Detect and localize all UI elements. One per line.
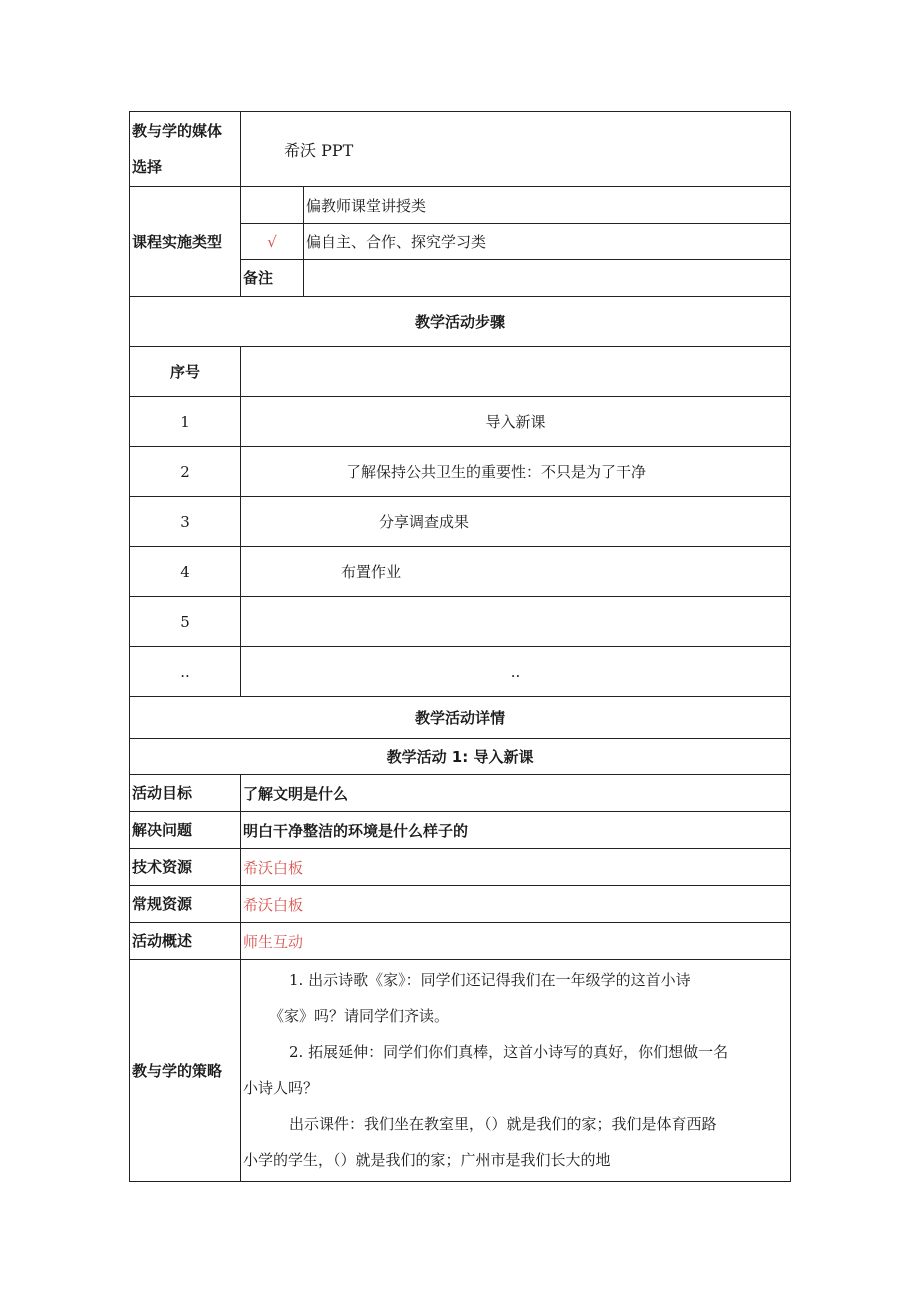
remark-value [304, 260, 791, 297]
tech-value: 希沃白板 [241, 849, 791, 886]
overview-value: 师生互动 [241, 923, 791, 960]
activity-title: 教学活动 1: 导入新课 [130, 739, 791, 775]
step-text: 分享调查成果 [241, 497, 791, 547]
check-mark-icon: √ [241, 224, 304, 260]
problem-value: 明白干净整洁的环境是什么样子的 [241, 812, 791, 849]
step-text: 导入新课 [241, 397, 791, 447]
step-text: .. [241, 647, 791, 697]
strategy-line: 《家》吗？请同学们齐读。 [269, 1007, 450, 1025]
regular-label: 常规资源 [130, 886, 241, 923]
steps-heading: 教学活动步骤 [130, 297, 791, 347]
step-text [241, 597, 791, 647]
step-no: 2 [130, 447, 241, 497]
strategy-line: 1. 出示诗歌《家》：同学们还记得我们在一年级学的这首小诗 [289, 971, 691, 989]
step-no: 1 [130, 397, 241, 447]
goal-label: 活动目标 [130, 775, 241, 812]
strategy-line: 小学的学生，（）就是我们的家；广州市是我们长大的地 [243, 1151, 611, 1169]
course-type-option-2: 偏自主、合作、探究学习类 [304, 224, 791, 260]
index-header: 序号 [130, 347, 241, 397]
overview-label: 活动概述 [130, 923, 241, 960]
course-type-option-1: 偏教师课堂讲授类 [304, 187, 791, 224]
strategy-content [241, 960, 791, 1182]
step-text: 了解保持公共卫生的重要性：不只是为了干净 [241, 447, 791, 497]
step-no: 4 [130, 547, 241, 597]
media-value: 希沃 PPT [241, 112, 791, 187]
regular-value: 希沃白板 [241, 886, 791, 923]
course-type-label: 课程实施类型 [130, 187, 241, 297]
step-no: 5 [130, 597, 241, 647]
step-text: 布置作业 [241, 547, 791, 597]
strategy-line: 小诗人吗？ [243, 1079, 319, 1097]
course-type-mark-1 [241, 187, 304, 224]
strategy-label: 教与学的策略 [130, 960, 241, 1182]
lesson-plan-table [129, 111, 791, 1182]
goal-value: 了解文明是什么 [241, 775, 791, 812]
media-label: 教与学的媒体选择 [130, 112, 241, 187]
index-header-blank [241, 347, 791, 397]
strategy-line: 2. 拓展延伸：同学们你们真棒，这首小诗写的真好，你们想做一名 [289, 1043, 729, 1061]
strategy-line: 出示课件：我们坐在教室里，（）就是我们的家；我们是体育西路 [289, 1115, 717, 1133]
step-no: .. [130, 647, 241, 697]
remark-label: 备注 [241, 260, 304, 297]
tech-label: 技术资源 [130, 849, 241, 886]
step-no: 3 [130, 497, 241, 547]
problem-label: 解决问题 [130, 812, 241, 849]
details-heading: 教学活动详情 [130, 697, 791, 739]
